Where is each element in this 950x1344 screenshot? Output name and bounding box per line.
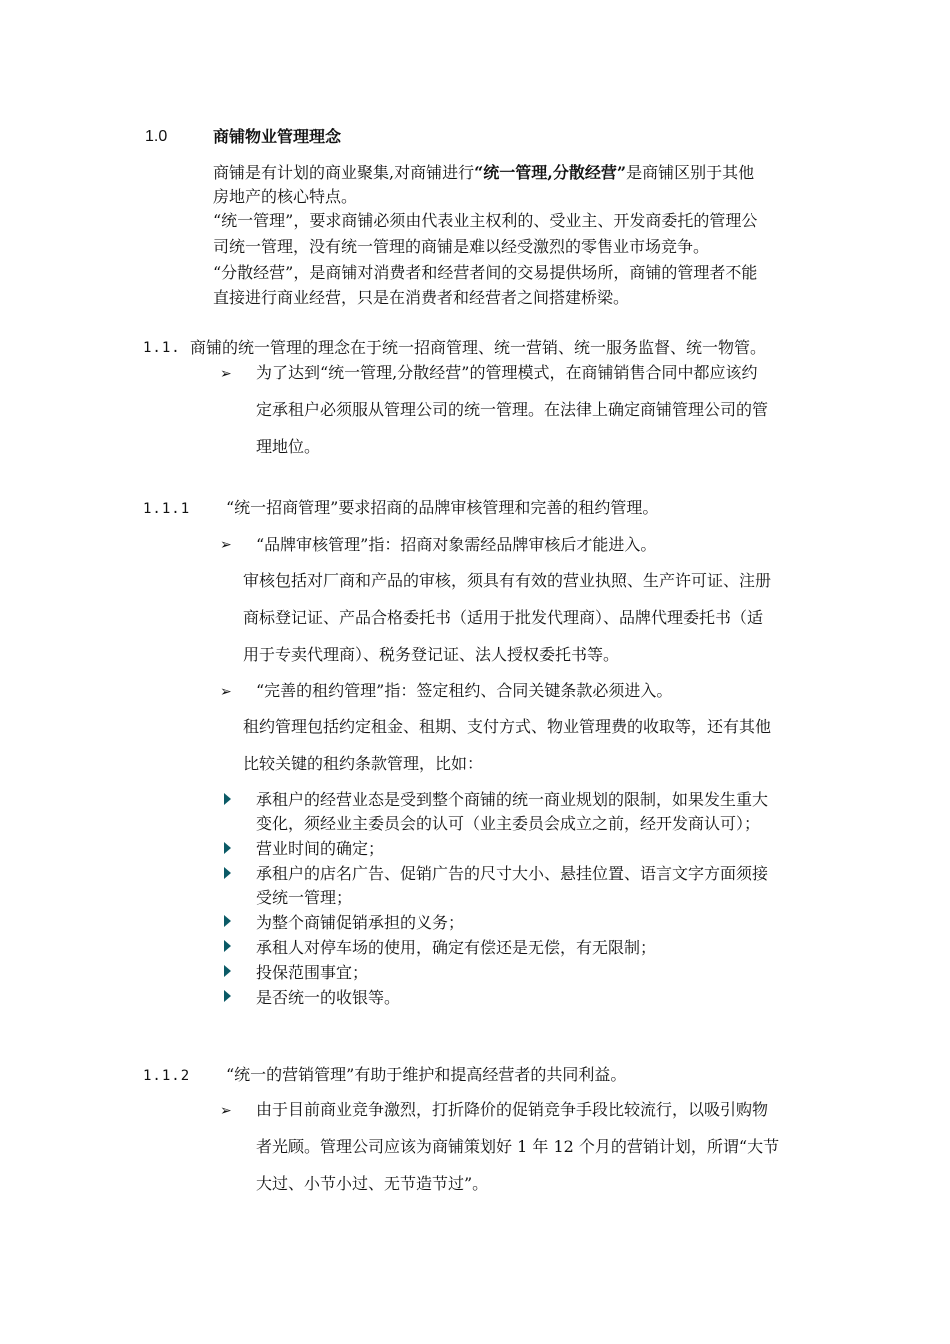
section-number: 1.1. xyxy=(143,340,181,356)
paragraph-line: 司统一管理，没有统一管理的商铺是难以经受激烈的零售业市场竞争。 xyxy=(213,237,710,256)
paragraph-line: “统一管理”，要求商铺必须由代表业主权利的、受业主、开发商委托的管理公 xyxy=(213,211,758,230)
bullet-line: 大过、小节小过、无节造节过”。 xyxy=(256,1174,489,1193)
list-item: 营业时间的确定； xyxy=(256,839,385,858)
section-number: 1.0 xyxy=(145,128,168,145)
paragraph-line: 房地产的核心特点。 xyxy=(213,187,358,206)
triangle-bullet-icon xyxy=(224,965,231,977)
list-item: 投保范围事宜； xyxy=(256,963,369,982)
bullet-line: 由于目前商业竞争激烈，打折降价的促销竞争手段比较流行，以吸引购物 xyxy=(256,1100,769,1119)
list-item: 承租人对停车场的使用，确定有偿还是无偿，有无限制； xyxy=(256,938,657,957)
list-item: 是否统一的收银等。 xyxy=(256,988,401,1007)
paragraph-line: 直接进行商业经营，只是在消费者和经营者之间搭建桥梁。 xyxy=(213,288,630,307)
paragraph-text: 商铺是有计划的商业聚集,对商铺进行 xyxy=(213,163,475,182)
section-text: 商铺的统一管理的理念在于统一招商管理、统一营销、统一服务监督、统一物管。 xyxy=(190,338,767,357)
paragraph-line: “分散经营”，是商铺对消费者和经营者间的交易提供场所，商铺的管理者不能 xyxy=(213,263,758,282)
list-item: 承租户的经营业态是受到整个商铺的统一商业规划的限制，如果发生重大 xyxy=(256,790,769,809)
triangle-bullet-icon xyxy=(224,793,231,805)
paragraph-line: 用于专卖代理商）、税务登记证、法人授权委托书等。 xyxy=(243,645,620,664)
arrow-bullet-icon: ➢ xyxy=(220,1103,232,1119)
paragraph-line: 商标登记证、产品合格委托书（适用于批发代理商）、品牌代理委托书（适 xyxy=(243,608,764,627)
triangle-bullet-icon xyxy=(224,842,231,854)
paragraph-line: 比较关键的租约条款管理，比如： xyxy=(243,754,484,773)
list-item: 承租户的店名广告、促销广告的尺寸大小、悬挂位置、语言文字方面须接 xyxy=(256,864,769,883)
bullet-line: 者光顾。管理公司应该为商铺策划好 1 年 12 个月的营销计划，所谓“大节 xyxy=(256,1137,780,1156)
arrow-bullet-icon: ➢ xyxy=(220,537,232,553)
section-text: “统一招商管理”要求招商的品牌审核管理和完善的租约管理。 xyxy=(226,498,659,517)
section-number: 1.1.2 xyxy=(143,1068,191,1084)
list-item: 为整个商铺促销承担的义务； xyxy=(256,913,465,932)
paragraph-text: 是商铺区别于其他 xyxy=(626,163,755,182)
section-title: 商铺物业管理理念 xyxy=(213,127,342,146)
paragraph-line: 租约管理包括约定租金、租期、支付方式、物业管理费的收取等，还有其他 xyxy=(243,717,772,736)
paragraph-line: 审核包括对厂商和产品的审核，须具有有效的营业执照、生产许可证、注册 xyxy=(243,571,772,590)
triangle-bullet-icon xyxy=(224,867,231,879)
arrow-bullet-icon: ➢ xyxy=(220,366,232,382)
subheading: “品牌审核管理”指：招商对象需经品牌审核后才能进入。 xyxy=(256,535,657,554)
section-text: “统一的营销管理”有助于维护和提高经营者的共同利益。 xyxy=(226,1065,627,1084)
section-number: 1.1.1 xyxy=(143,501,191,517)
triangle-bullet-icon xyxy=(224,940,231,952)
subheading: “完善的租约管理”指：签定租约、合同关键条款必须进入。 xyxy=(256,681,673,700)
paragraph-line xyxy=(213,164,754,182)
bullet-line: 定承租户必须服从管理公司的统一管理。在法律上确定商铺管理公司的管 xyxy=(256,400,769,419)
bullet-line: 理地位。 xyxy=(256,437,321,456)
list-item-continuation: 变化，须经业主委员会的认可（业主委员会成立之前，经开发商认可）； xyxy=(256,814,761,833)
arrow-bullet-icon: ➢ xyxy=(220,684,232,700)
triangle-bullet-icon xyxy=(224,915,231,927)
triangle-bullet-icon xyxy=(224,990,231,1002)
list-item-continuation: 受统一管理； xyxy=(256,888,353,907)
emphasis-text: “统一管理,分散经营” xyxy=(474,163,627,182)
bullet-line: 为了达到“统一管理,分散经营”的管理模式，在商铺销售合同中都应该约 xyxy=(256,363,758,382)
